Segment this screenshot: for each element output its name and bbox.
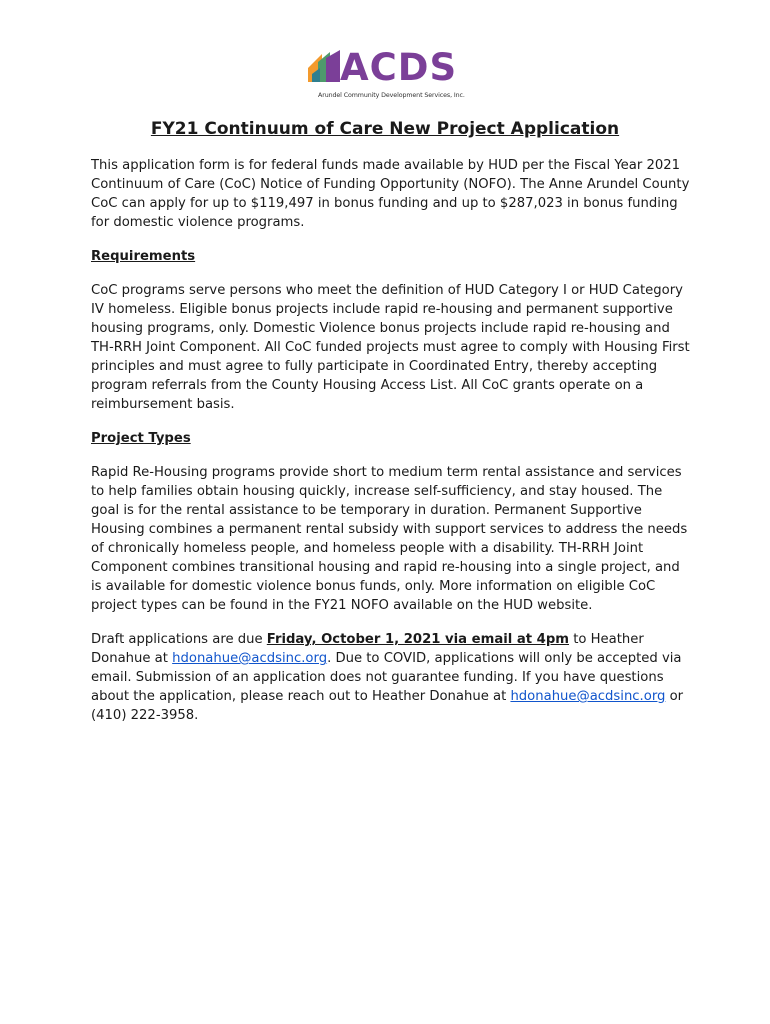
project-types-paragraph: Rapid Re-Housing programs provide short to medium term rental assistance and services to help families obtain housing quickly, increase self-sufficiency, and stay housed. The goal is for the rental assistance to be temporary in duration. Permanent Supportive Housing combines a permanent rental subsidy with support services to address the needs of chronically homeless people, and homeless people with a disability. TH-RRH Joint Component combines transitional housing and rapid re-housing into a single project, and is available for domestic violence bonus funds, only. More information on eligible CoC project types can be found in the FY21 NOFO available on the HUD website. bbox=[91, 465, 688, 613]
acds-logo bbox=[302, 48, 472, 104]
project-types-heading: Project Types bbox=[91, 431, 191, 446]
deadline-to: to Heather Donahue at bbox=[91, 632, 644, 666]
logo-wordmark: ACDS bbox=[340, 46, 458, 89]
deadline-suffix: or (410) 222-3958. bbox=[91, 689, 684, 723]
email-link-2[interactable]: hdonahue@acdsinc.org bbox=[510, 689, 666, 704]
deadline-date: Friday, October 1, 2021 via email at 4pm bbox=[266, 632, 570, 647]
page-title: FY21 Continuum of Care New Project Application bbox=[150, 119, 620, 139]
deadline-middle: . Due to COVID, applications will only be accepted via email. Submission of an application does not guarantee funding. If you have questions about the application, please reach out to Heather Donahue at bbox=[91, 651, 682, 704]
requirements-paragraph: CoC programs serve persons who meet the definition of HUD Category I or HUD Category IV homeless. Eligible bonus projects include rapid re-housing and permanent supportive housing programs, only. Domestic Violence bonus projects include rapid re-housing and TH-RRH Joint Component. All CoC funded projects must agree to comply with Housing First principles and must agree to fully participate in Coordinated Entry, thereby accepting program referrals from the County Housing Access List. All CoC grants operate on a reimbursement basis. bbox=[91, 283, 690, 412]
email-link[interactable]: hdonahue@acdsinc.org bbox=[172, 651, 328, 666]
deadline-paragraph bbox=[91, 630, 691, 725]
intro-paragraph: This application form is for federal funds made available by HUD per the Fiscal Year 2021 Continuum of Care (CoC) Notice of Funding Opportunity (NOFO). The Anne Arundel County CoC can apply for up to $119,497 in bonus funding and up to $287,023 in bonus funding for domestic violence programs. bbox=[91, 158, 690, 230]
deadline-prefix: Draft applications are due bbox=[91, 632, 267, 647]
document-body bbox=[91, 156, 691, 740]
requirements-heading: Requirements bbox=[91, 249, 196, 264]
logo-tagline: Arundel Community Development Services, Inc. bbox=[318, 92, 465, 99]
